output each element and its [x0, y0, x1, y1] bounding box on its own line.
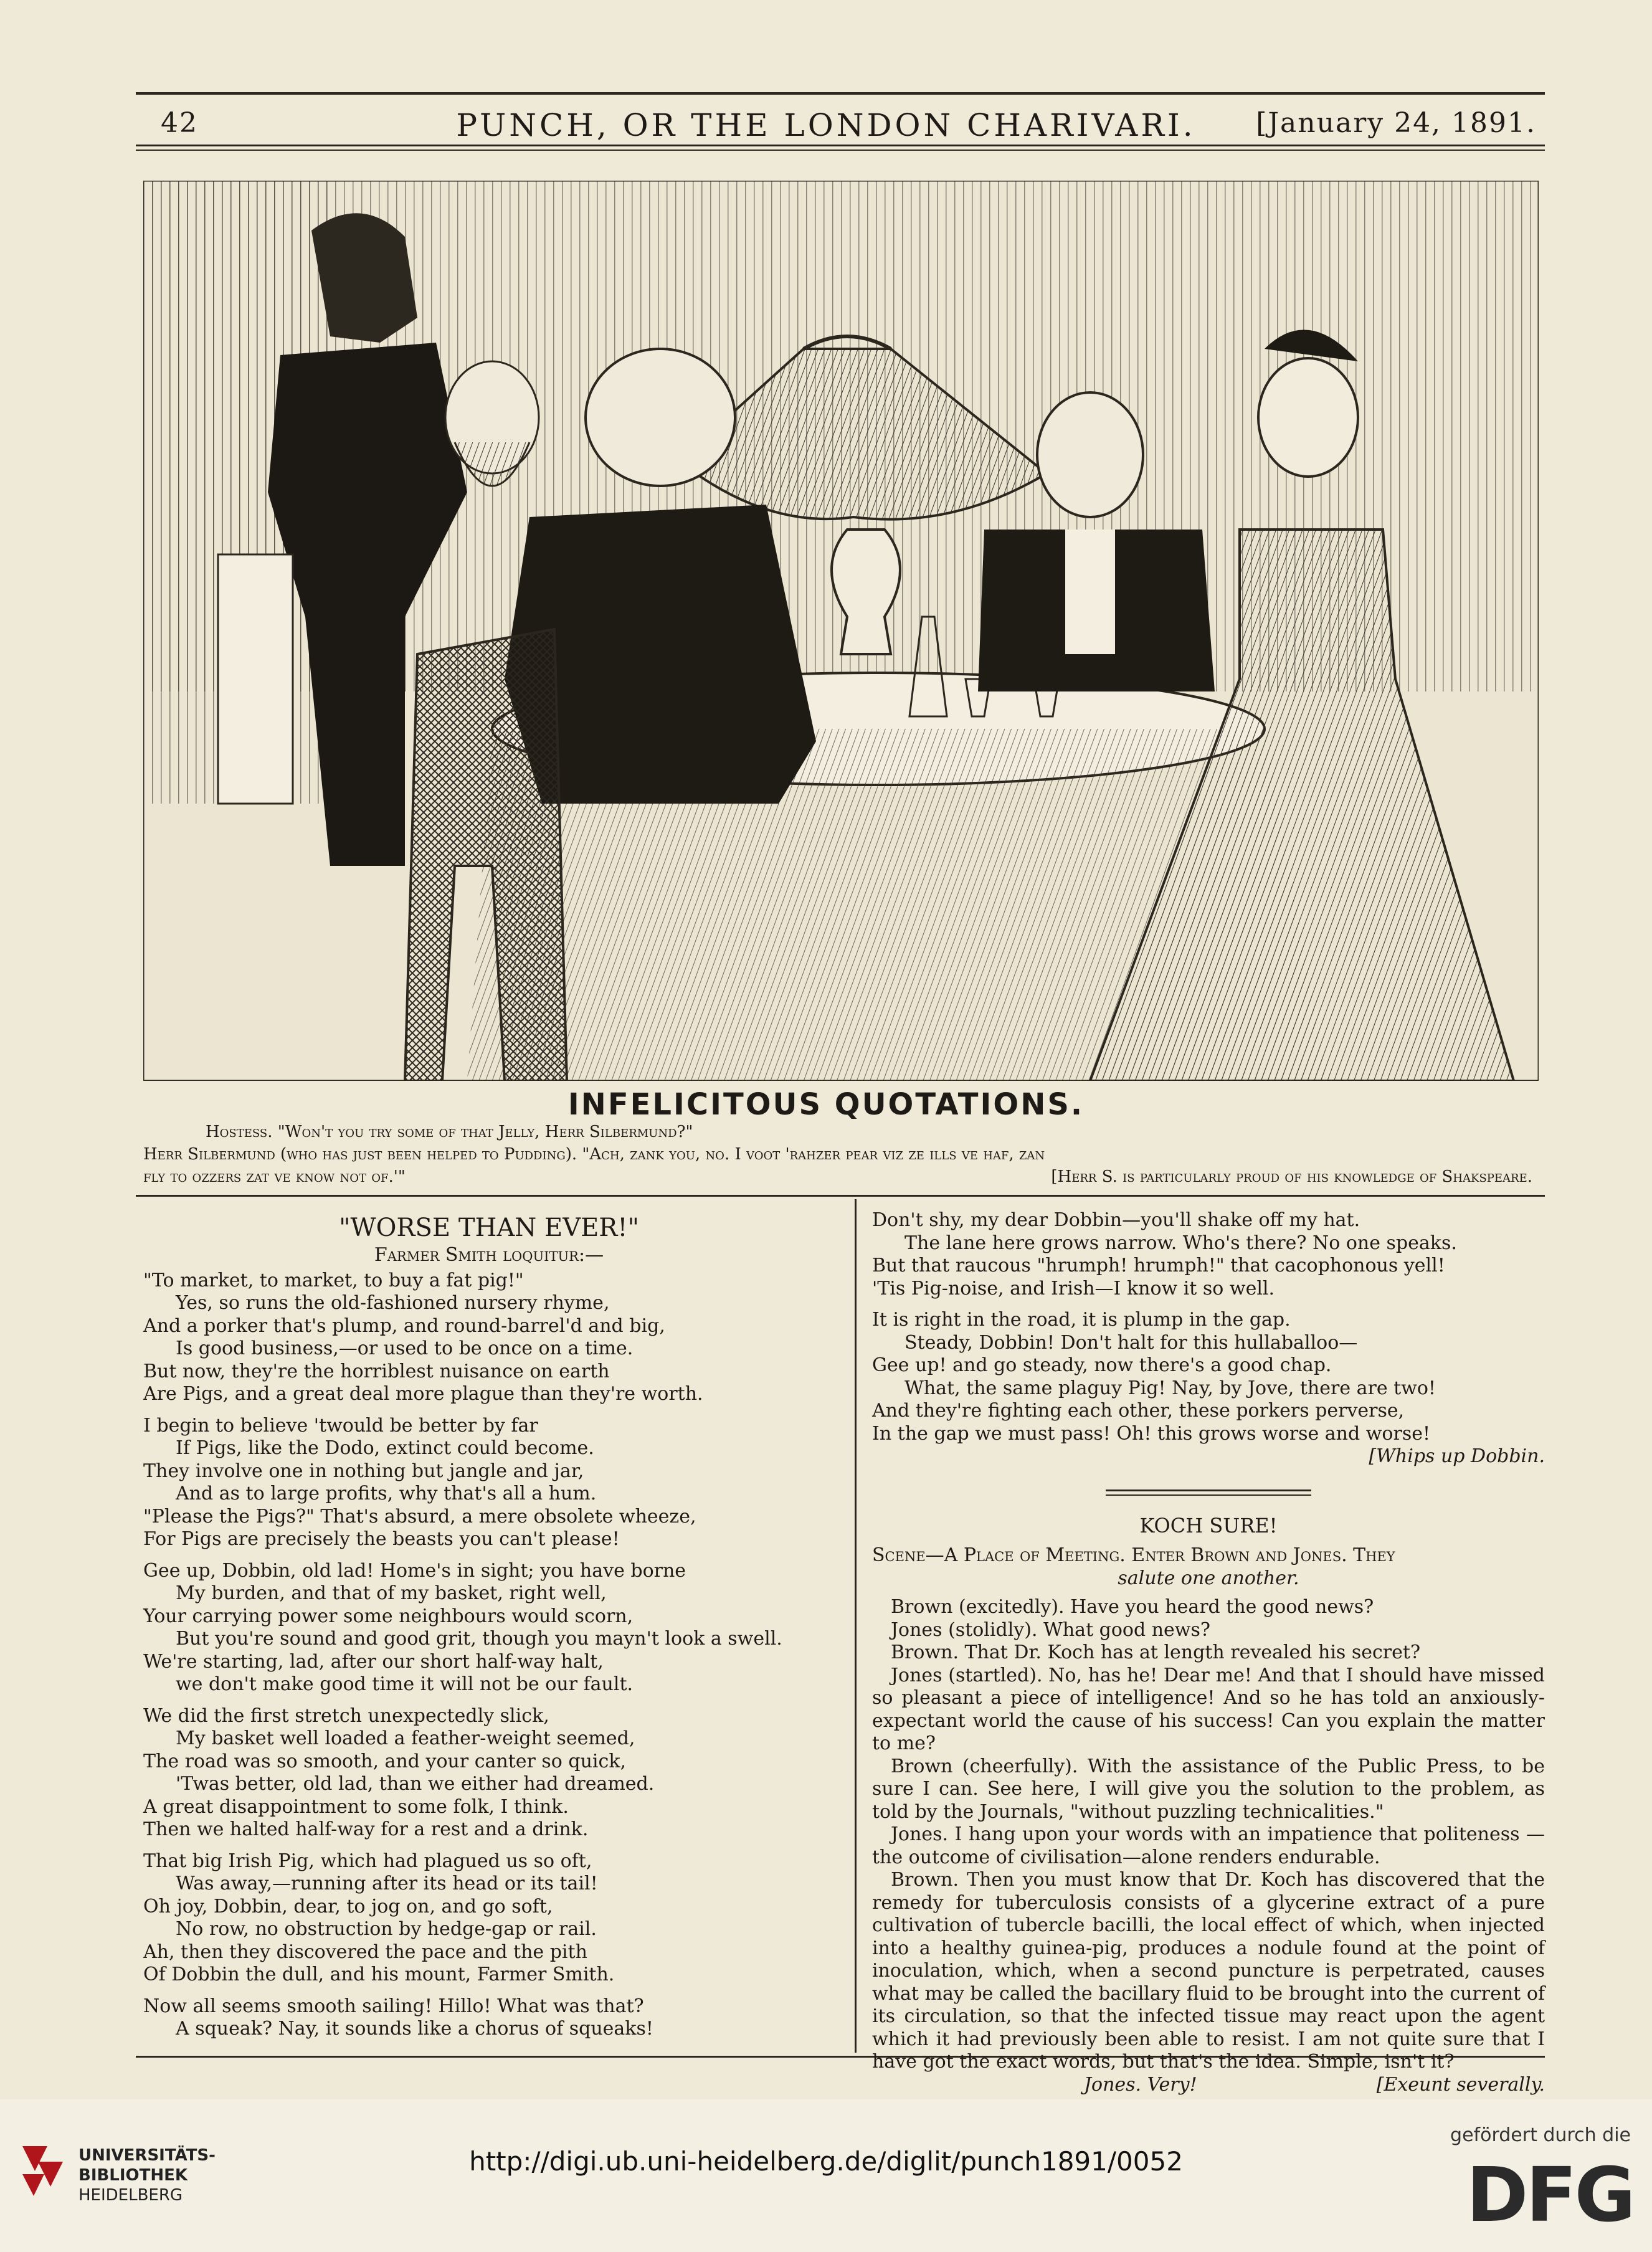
- poem-line: "To market, to market, to buy a fat pig!": [143, 1269, 524, 1291]
- caption-hostess: Hostess. "Won't you try some of that Jelly, Herr Silbermund?": [206, 1123, 693, 1141]
- poem-line: Then we halted half-way for a rest and a drink.: [143, 1818, 589, 1840]
- poem-line: Gee up! and go steady, now there's a good chap.: [872, 1354, 1332, 1376]
- poem-line: Don't shy, my dear Dobbin—you'll shake off my hat.: [872, 1209, 1360, 1231]
- scene-line-2: salute one another.: [1118, 1567, 1299, 1589]
- cartoon-title: INFELICITOUS QUOTATIONS.: [567, 1087, 1085, 1122]
- poem-line: My basket well loaded a feather-weight seemed,: [176, 1727, 635, 1749]
- poem-line: A great disappointment to some folk, I think.: [143, 1795, 569, 1818]
- right-column: [872, 1205, 1545, 2096]
- poem-line: But that raucous "hrumph! hrumph!" that cacophonous yell!: [872, 1255, 1445, 1276]
- poem-line: And as to large profits, why that's all a hum.: [176, 1483, 597, 1504]
- poem-line: A squeak? Nay, it sounds like a chorus of squeaks!: [176, 2018, 653, 2040]
- poem-line: The road was so smooth, and your canter so quick,: [143, 1750, 627, 1772]
- poem-speaker: Farmer Smith loquitur:—: [374, 1244, 604, 1266]
- jones-reply: Jones. Very!: [1084, 2073, 1197, 2096]
- poem-line: But now, they're the horriblest nuisance on earth: [143, 1360, 610, 1382]
- top-rule: [136, 92, 1545, 95]
- poem-line: 'Tis Pig-noise, and Irish—I know it so well.: [872, 1277, 1275, 1299]
- poem-line: But you're sound and good grit, though you mayn't look a swell.: [176, 1628, 782, 1650]
- section-divider: [1106, 1489, 1311, 1491]
- dialogue-paragraph: Brown (excitedly). Have you heard the good news?: [891, 1596, 1374, 1618]
- poem-line: For Pigs are precisely the beasts you can't please!: [143, 1528, 620, 1550]
- poem-line: Was away,—running after its head or its tail!: [176, 1873, 598, 1894]
- dialogue-paragraph: Jones (startled). No, has he! Dear me! And that I should have missed so pleasant a piece of intelligence! And so he has told an anxiously-expectant world the cause of his success! Can you explain the matter to me?: [872, 1664, 1545, 1754]
- header-rule: [136, 145, 1545, 146]
- issue-date: [January 24, 1891.: [1256, 107, 1536, 139]
- funding-note: gefördert durch die: [1450, 2124, 1631, 2146]
- poem-worse-than-ever: [143, 1205, 835, 2041]
- poem-line: Steady, Dobbin! Don't halt for this hullaballoo—: [904, 1331, 1358, 1354]
- poem-line: Your carrying power some neighbours would scorn,: [143, 1605, 634, 1627]
- dfg-logo: DFG: [1466, 2152, 1633, 2239]
- poem-line: In the gap we must pass! Oh! this grows worse and worse!: [872, 1422, 1431, 1445]
- poem-line: And they're fighting each other, these porkers perverse,: [872, 1400, 1405, 1422]
- dialogue-paragraph: Jones (stolidly). What good news?: [891, 1618, 1210, 1641]
- poem-line: Oh joy, Dobbin, dear, to jog on, and go soft,: [143, 1895, 553, 1917]
- caption-continuation-text: fly to ozzers zat ve know not of.'": [143, 1167, 406, 1186]
- poem-line: And a porker that's plump, and round-barrel'd and big,: [143, 1314, 665, 1337]
- library-name-3: HEIDELBERG: [78, 2186, 183, 2205]
- dialogue-paragraph: Brown. Then you must know that Dr. Koch has discovered that the remedy for tuberculosis consists of a glycerine extract of a pure cultivation of tubercle bacilli, the local effect of which, when injected into a healthy guinea-pig, produces a nodule found at the point of inoculation, which, when a second puncture is perpetrated, causes what may be called the bacillary fluid to be brought into the current of its circulation, so that the infected tissue may react upon the agent which it had previously been able to resist. I am not quite sure that I have got the exact words, but that's the idea. Simple, isn't it?: [872, 1869, 1545, 2073]
- library-name-1: UNIVERSITÄTS-: [78, 2146, 216, 2165]
- poem-line: I begin to believe 'twould be better by far: [143, 1414, 538, 1437]
- poem-signoff: [Whips up Dobbin.: [1369, 1445, 1545, 1467]
- poem-line: Of Dobbin the dull, and his mount, Farmer Smith.: [143, 1964, 615, 1985]
- column-divider: [855, 1199, 857, 2053]
- dialogue-paragraph: Brown (cheerfully). With the assistance of the Public Press, to be sure I can. See here, I will give you the solution to the problem, as told by the Journals, "without puzzling technicalities.": [872, 1755, 1545, 1823]
- poem-line: No row, no obstruction by hedge-gap or rail.: [176, 1918, 597, 1940]
- closing-line: [872, 2074, 1545, 2097]
- scene-line: Scene—A Place of Meeting. Enter Brown and Jones. They: [872, 1544, 1395, 1566]
- journal-title: PUNCH, OR THE LONDON CHARIVARI.: [456, 107, 1196, 143]
- caption-herr-silbermund: Herr Silbermund (who has just been helped to Pudding). "Ach, zank you, no. I voot 'rahzer pear viz ze ills ve haf, zan: [143, 1145, 1045, 1164]
- poem-line: We're starting, lad, after our short half-way halt,: [143, 1650, 604, 1673]
- library-name-2: BIBLIOTHEK: [78, 2166, 188, 2185]
- poem-line: Are Pigs, and a great deal more plague than they're worth.: [143, 1383, 703, 1405]
- poem-line: Now all seems smooth sailing! Hillo! What was that?: [143, 1995, 644, 2017]
- section-title: KOCH SURE!: [1139, 1513, 1278, 1537]
- poem-title: "WORSE THAN EVER!": [339, 1214, 639, 1242]
- poem-line: 'Twas better, old lad, than we either had dreamed.: [176, 1773, 655, 1795]
- poem-line: Ah, then they discovered the pace and the pith: [143, 1941, 587, 1963]
- poem-line: Gee up, Dobbin, old lad! Home's in sight; you have borne: [143, 1559, 686, 1582]
- poem-line: The lane here grows narrow. Who's there? No one speaks.: [904, 1232, 1457, 1254]
- header-rule-2: [136, 150, 1545, 151]
- poem-line: Is good business,—or used to be once on a time.: [176, 1337, 634, 1359]
- page-number: 42: [161, 107, 198, 139]
- poem-line: What, the same plaguy Pig! Nay, by Jove, there are two!: [904, 1377, 1436, 1399]
- poem-line: It is right in the road, it is plump in the gap.: [872, 1309, 1291, 1331]
- poem-line: If Pigs, like the Dodo, extinct could become.: [176, 1437, 594, 1459]
- caption-rule: [136, 1195, 1545, 1197]
- poem-line: we don't make good time it will not be our fault.: [176, 1673, 634, 1695]
- poem-line: "Please the Pigs?" That's absurd, a mere obsolete wheeze,: [143, 1505, 696, 1527]
- poem-line: That big Irish Pig, which had plagued us so oft,: [143, 1850, 592, 1872]
- exeunt-note: [Exeunt severally.: [1376, 2073, 1545, 2096]
- dialogue-paragraph: Jones. I hang upon your words with an impatience that politeness —the outcome of civilisation—alone renders endurable.: [872, 1823, 1545, 1868]
- poem-line: My burden, and that of my basket, right well,: [176, 1582, 607, 1604]
- caption-note: [Herr S. is particularly proud of his knowledge of Shakspeare.: [1051, 1167, 1532, 1186]
- cartoon-illustration: [143, 181, 1539, 1081]
- poem-line: Yes, so runs the old-fashioned nursery rhyme,: [176, 1292, 610, 1314]
- caption-continuation: [143, 1166, 1532, 1187]
- poem-line: We did the first stretch unexpectedly slick,: [143, 1704, 549, 1727]
- poem-line: They involve one in nothing but jangle and jar,: [143, 1460, 584, 1482]
- section-divider-2: [1106, 1494, 1311, 1496]
- source-url-link[interactable]: http://digi.ub.uni-heidelberg.de/diglit/punch1891/0052: [469, 2146, 1183, 2177]
- dialogue-paragraph: Brown. That Dr. Koch has at length revealed his secret?: [891, 1641, 1421, 1663]
